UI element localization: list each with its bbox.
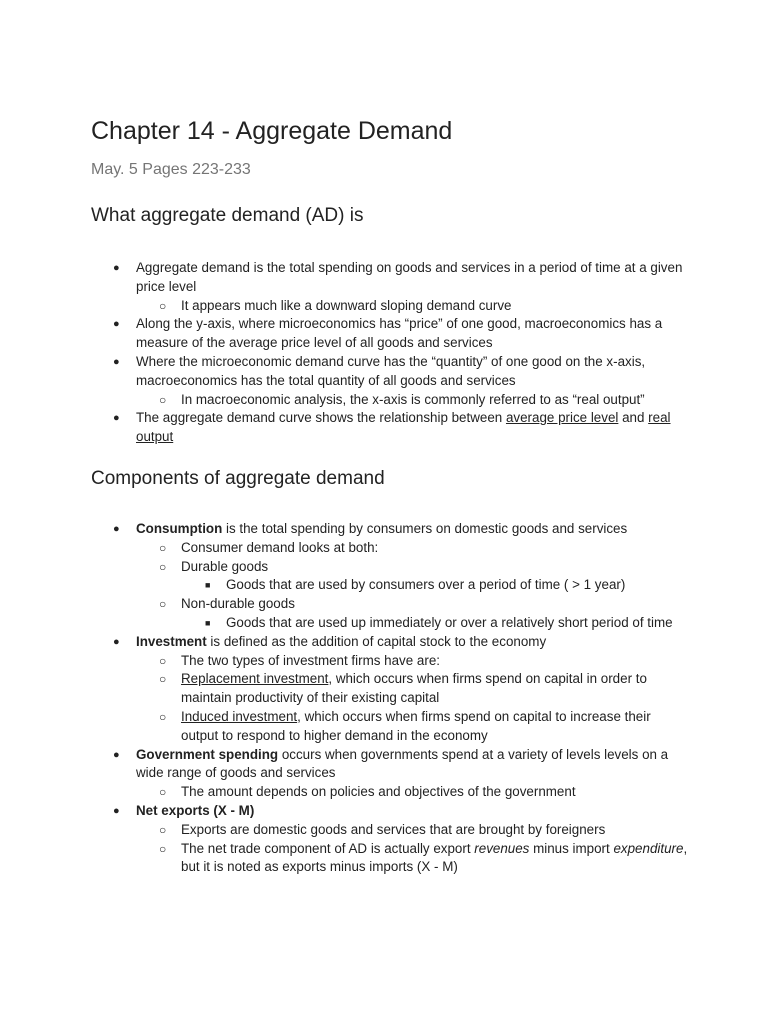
list-item [136,840,768,878]
list-item-text [136,802,688,821]
list-item-text [136,520,688,539]
term-net-exports: Net exports (X - M) [136,802,255,818]
list-item [136,297,768,316]
section-heading-ad-definition: What aggregate demand (AD) is [91,205,364,226]
bullet-icon: ● [113,804,120,817]
square-bullet-icon: ■ [205,580,211,591]
list-item-text-part: The net trade component of AD is actually export [181,840,475,856]
emphasis-revenues: revenues [474,840,530,856]
list-item-government-spending [0,746,768,802]
list-item-text: It appears much like a downward sloping demand curve [181,297,512,313]
list-item-text: Where the microeconomic demand curve has the “quantity” of one good on the x-axis, macroeconomics has the total quantity of all goods and services [136,353,646,388]
list-item [136,652,768,671]
list-item-text: Consumer demand looks at both: [181,539,379,555]
hollow-bullet-icon: ○ [159,540,167,555]
list-item [136,670,768,708]
hollow-bullet-icon: ○ [159,597,167,612]
list-item [0,409,768,447]
list-item-text [136,746,688,784]
term-government-spending: Government spending [136,746,279,762]
section-heading-ad-components: Components of aggregate demand [91,468,385,489]
bullet-icon: ● [113,523,120,535]
square-bullet-icon: ■ [205,617,211,628]
bullet-icon: ● [113,412,120,425]
list-item [136,595,768,633]
list-item-text: The amount depends on policies and objectives of the government [181,784,576,800]
bullet-icon: ● [113,635,120,648]
list-item-text-part: , which occurs when firms spend on capital in order to maintain productivity of their existing capital [181,671,647,706]
hollow-bullet-icon: ○ [159,653,167,668]
list-item-text [136,633,688,652]
ad-definition-list [0,259,768,447]
link-induced-investment[interactable]: Induced investment [181,708,298,724]
hollow-bullet-icon: ○ [159,709,167,724]
bullet-icon: ● [113,355,120,368]
list-item [136,391,768,410]
list-item [136,708,768,746]
hollow-bullet-icon: ○ [159,298,167,313]
hollow-bullet-icon: ○ [159,841,167,856]
list-item-text-part: occurs when governments spend at a variety of levels levels on a wide range of goods and services [136,746,669,781]
bullet-icon: ● [113,748,120,761]
list-item-text: In macroeconomic analysis, the x-axis is commonly referred to as “real output” [181,391,645,407]
list-item-text-part: , which occurs when firms spend on capital to increase their output to respond to higher demand in the economy [181,708,651,743]
list-item [0,353,768,409]
list-item-text-part: , but it is noted as exports minus imports (X - M) [181,840,688,875]
list-item-consumption [0,520,768,633]
page-title: Chapter 14 - Aggregate Demand [91,117,453,145]
list-item-text-part: The aggregate demand curve shows the relationship between [136,410,506,426]
list-item-text: Non-durable goods [181,596,295,612]
list-item-text: The two types of investment firms have are: [181,652,440,668]
list-item-text: Goods that are used by consumers over a period of time ( > 1 year) [226,577,626,593]
list-item-net-exports [0,802,768,877]
list-item-text: Goods that are used up immediately or over a relatively short period of time [226,614,673,630]
list-item [181,576,768,595]
hollow-bullet-icon: ○ [159,785,167,800]
list-item-text [136,409,688,447]
list-item-text [181,670,688,708]
list-item [136,539,768,558]
emphasis-expenditure: expenditure [613,840,684,856]
bullet-icon: ● [113,262,120,274]
term-consumption: Consumption [136,521,223,536]
list-item-text-part: minus import [529,840,614,856]
list-item-text [181,708,688,746]
hollow-bullet-icon: ○ [159,559,167,574]
hollow-bullet-icon: ○ [159,672,167,687]
list-item [0,259,768,315]
list-item [0,315,768,353]
list-item-investment [0,633,768,746]
bullet-icon: ● [113,318,120,331]
list-item [136,821,768,840]
ad-components-list [0,520,768,877]
link-average-price-level[interactable]: average price level [505,410,619,426]
term-investment: Investment [136,633,207,649]
list-item [181,614,768,633]
list-item [136,558,768,596]
list-item-text: Durable goods [181,558,269,574]
list-item-text-part: is defined as the addition of capital stock to the economy [206,633,547,649]
link-replacement-investment[interactable]: Replacement investment [181,671,329,687]
list-item-text [181,840,688,878]
hollow-bullet-icon: ○ [159,392,167,407]
list-item-text: Aggregate demand is the total spending on goods and services in a period of time at a given price level [136,260,683,294]
list-item-text-part: is the total spending by consumers on domestic goods and services [222,521,628,536]
link-real-output[interactable]: real output [136,410,671,445]
list-item-text-part: and [618,410,649,426]
list-item-text: Along the y-axis, where microeconomics has “price” of one good, macroeconomics has a measure of the average price level of all goods and services [136,316,663,351]
hollow-bullet-icon: ○ [159,822,167,837]
list-item [136,783,768,802]
list-item-text: Exports are domestic goods and services that are brought by foreigners [181,821,606,837]
page-subtitle: May. 5 Pages 223-233 [91,161,251,178]
